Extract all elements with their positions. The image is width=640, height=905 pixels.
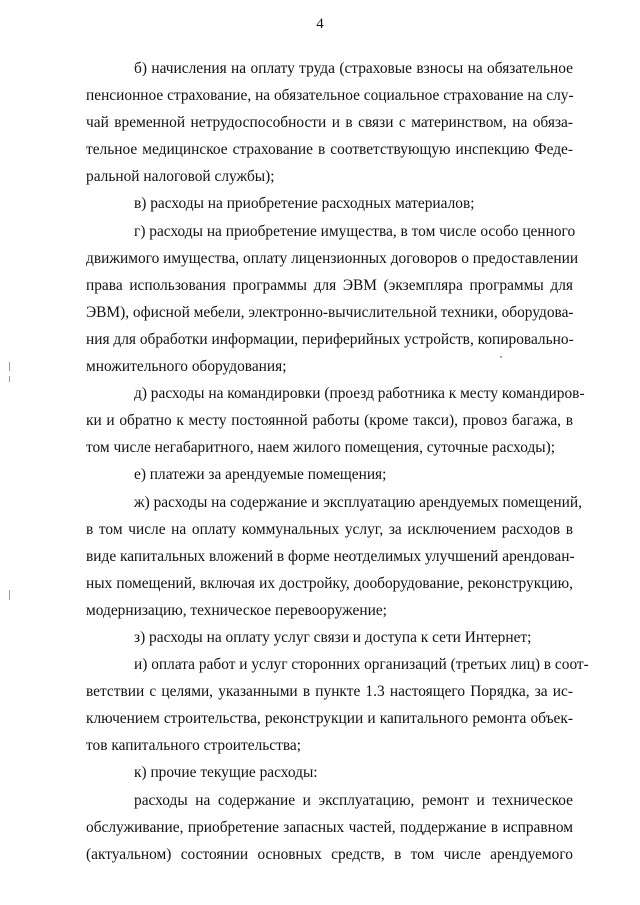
paragraph-d	[86, 380, 585, 461]
text-line: б) начисления на оплату труда (страховые взносы на обязательное	[134, 60, 573, 77]
page-number: 4	[316, 16, 324, 32]
text-line: к) прочие текущие расходы:	[134, 764, 318, 782]
paragraph-i	[86, 651, 589, 759]
text-line: (актуальном) состоянии основных средств, в том числе арендуемого	[86, 845, 573, 863]
text-line: движимого имущества, оплату лицензионных договоров о предоставлении	[86, 249, 579, 267]
text-line: множительного оборудования;	[86, 358, 287, 376]
text-line: ветствии с целями, указанными в пункте 1.3 настоящего Порядка, за ис-	[86, 683, 573, 701]
text-line: ральной налоговой службы);	[86, 168, 275, 186]
paragraph-b	[86, 55, 573, 190]
text-line: модернизацию, техническое перевооружение;	[86, 601, 387, 619]
text-line: ния для обработки информации, периферийных устройств, копировально-	[86, 330, 574, 348]
paragraph-k	[86, 759, 573, 786]
text-line: расходы на содержание и эксплуатацию, ремонт и техническое	[134, 791, 573, 809]
text-line: тельное медицинское страхование в соответствующую инспекцию Феде-	[86, 141, 573, 159]
text-line: ных помещений, включая их достройку, дооборудование, реконструкцию,	[86, 574, 573, 592]
text-line: е) платежи за арендуемые помещения;	[134, 466, 387, 484]
text-line: ключением строительства, реконструкции и капитального ремонта объек-	[86, 710, 573, 728]
text-line: з) расходы на оплату услуг связи и доступа к сети Интернет;	[134, 628, 532, 646]
paragraph-g	[86, 218, 579, 381]
text-line: г) расходы на приобретение имущества, в том числе особо ценного	[134, 222, 576, 240]
text-line: и) оплата работ и услуг сторонних организаций (третьих лиц) в соот-	[134, 656, 589, 674]
text-line: в) расходы на приобретение расходных материалов;	[134, 195, 475, 213]
text-line: д) расходы на командировки (проезд работника к месту командиров-	[134, 385, 585, 403]
text-line: виде капитальных вложений в форме неотделимых улучшений арендован-	[86, 547, 575, 565]
paragraph-z	[86, 624, 573, 651]
text-line: том числе негабаритного, наем жилого помещения, суточные расходы);	[86, 439, 556, 457]
scan-mark	[9, 362, 10, 371]
scan-mark	[9, 590, 10, 600]
text-line: права использования программы для ЭВМ (экземпляра программы для	[86, 276, 573, 294]
paragraph-v	[86, 190, 573, 217]
text-line: в том числе на оплату коммунальных услуг, за исключением расходов в	[86, 520, 573, 538]
scan-mark	[9, 376, 10, 382]
text-line: ЭВМ), офисной мебели, электронно-вычислительной техники, оборудова-	[86, 303, 574, 321]
text-line: чай временной нетрудоспособности и в связи с материнством, на обяза-	[86, 114, 573, 132]
paragraph-e	[86, 461, 573, 488]
paragraph-zh	[86, 489, 582, 624]
text-line: обслуживание, приобретение запасных частей, поддержание в исправном	[86, 818, 573, 836]
text-line: ж) расходы на содержание и эксплуатацию арендуемых помещений,	[134, 493, 582, 511]
text-line: тов капитального строительства;	[86, 737, 302, 755]
paragraph-k-sub	[86, 787, 573, 868]
text-line: ки и обратно к месту постоянной работы (кроме такси), провоз багажа, в	[86, 412, 573, 430]
text-line: пенсионное страхование, на обязательное социальное страхование на слу-	[86, 87, 574, 105]
document-body	[86, 55, 589, 868]
